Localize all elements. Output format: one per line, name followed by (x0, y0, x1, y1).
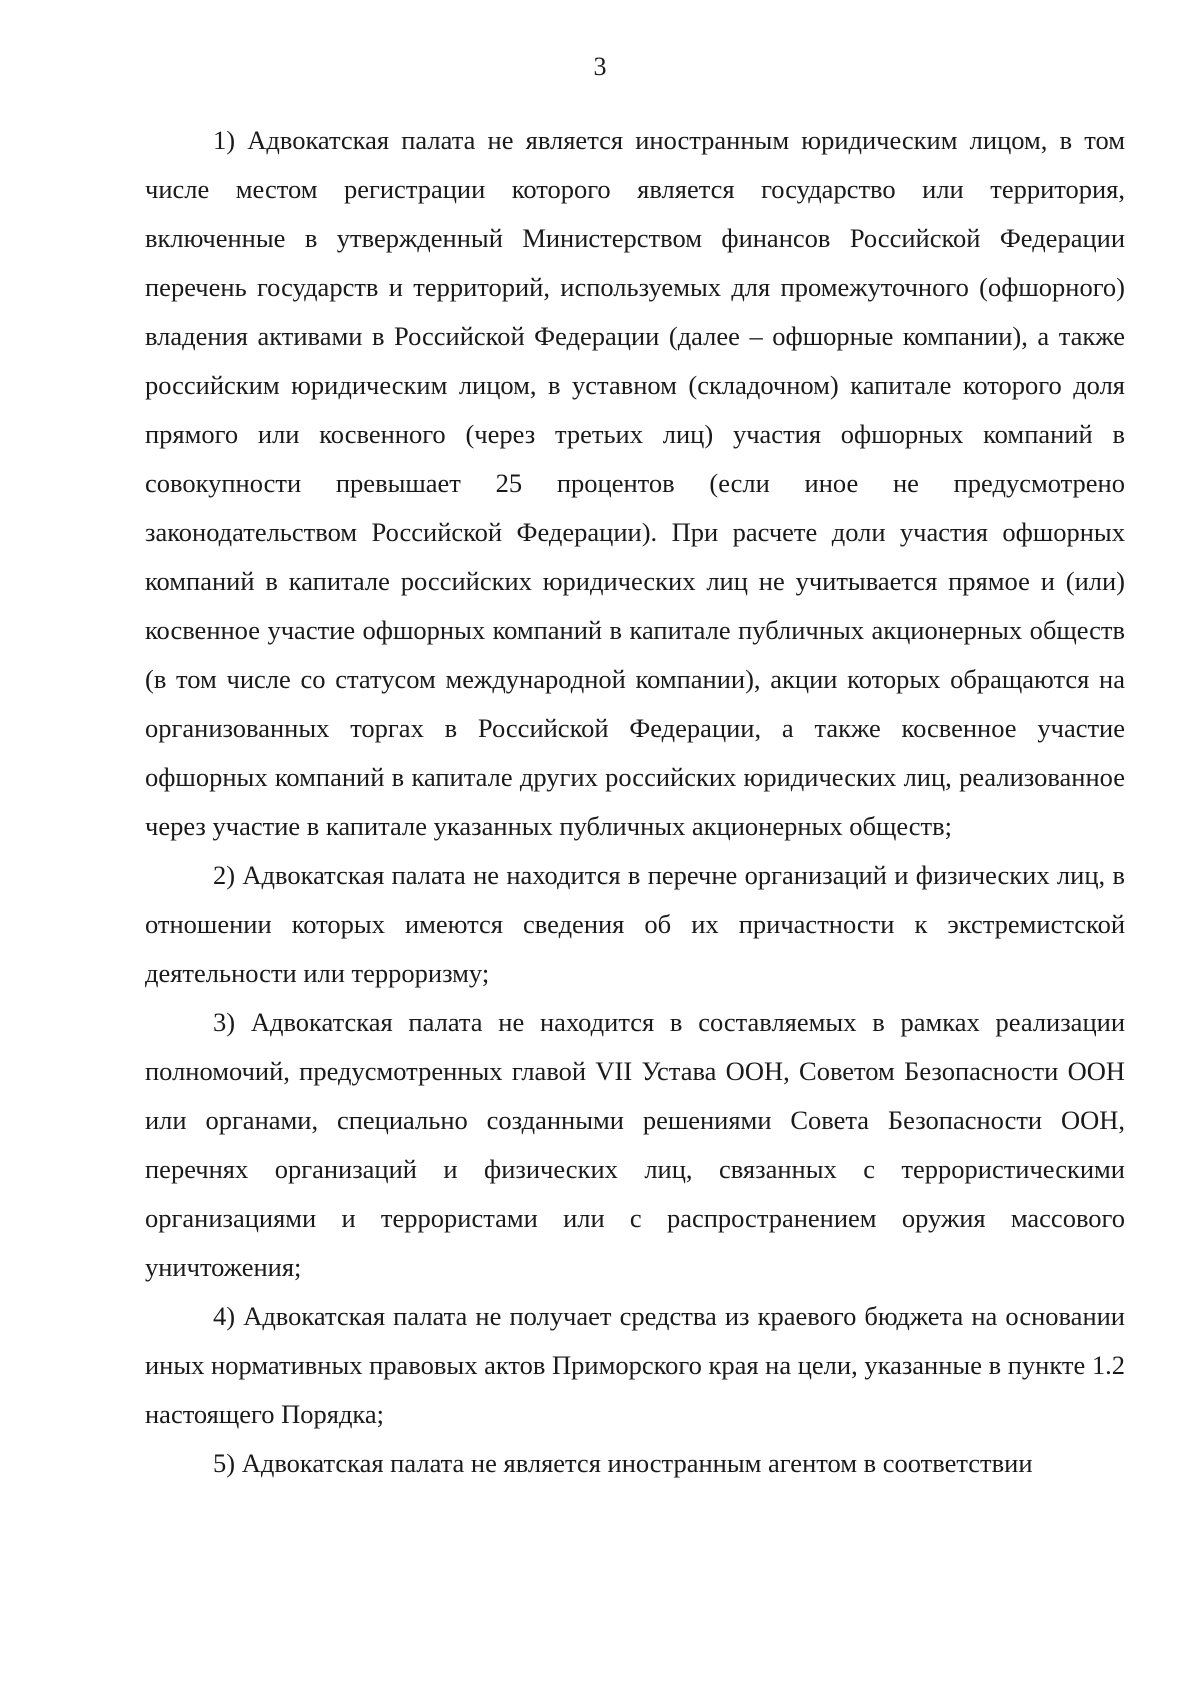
paragraph-item-3: 3) Адвокатская палата не находится в составляемых в рамках реализации полномочий, предусмотренных главой VII Устава ООН, Советом Безопасности ООН или органами, специально созданными решениями Совета Безопасности ООН, перечнях организаций и физических лиц, связанных с террористическими организациями и террористами или с распространением оружия массового уничтожения; (145, 1007, 1125, 1282)
document-body (145, 116, 1125, 1488)
page-number: 3 (593, 52, 607, 81)
paragraph-item-4: 4) Адвокатская палата не получает средства из краевого бюджета на основании иных нормативных правовых актов Приморского края на цели, указанные в пункте 1.2 настоящего Порядка; (145, 1301, 1125, 1429)
paragraph-item-5: 5) Адвокатская палата не является иностранным агентом в соответствии (213, 1448, 1033, 1478)
paragraph-item-2: 2) Адвокатская палата не находится в перечне организаций и физических лиц, в отношении которых имеются сведения об их причастности к экстремистской деятельности или терроризму; (145, 860, 1125, 988)
paragraph-item-1: 1) Адвокатская палата не является иностранным юридическим лицом, в том числе местом регистрации которого является государство или территория, включенные в утвержденный Министерством финансов Российской Федерации перечень государств и территорий, используемых для промежуточного (офшорного) владения активами в Российской Федерации (далее – офшорные компании), а также российским юридическим лицом, в уставном (складочном) капитале которого доля прямого или косвенного (через третьих лиц) участия офшорных компаний в совокупности превышает 25 процентов (если иное не предусмотрено законодательством Российской Федерации). При расчете доли участия офшорных компаний в капитале российских юридических лиц не учитывается прямое и (или) косвенное участие офшорных компаний в капитале публичных акционерных обществ (в том числе со статусом международной компании), акции которых обращаются на организованных торгах в Российской Федерации, а также косвенное участие офшорных компаний в капитале других российских юридических лиц, реализованное через участие в капитале указанных публичных акционерных обществ; (145, 125, 1125, 841)
